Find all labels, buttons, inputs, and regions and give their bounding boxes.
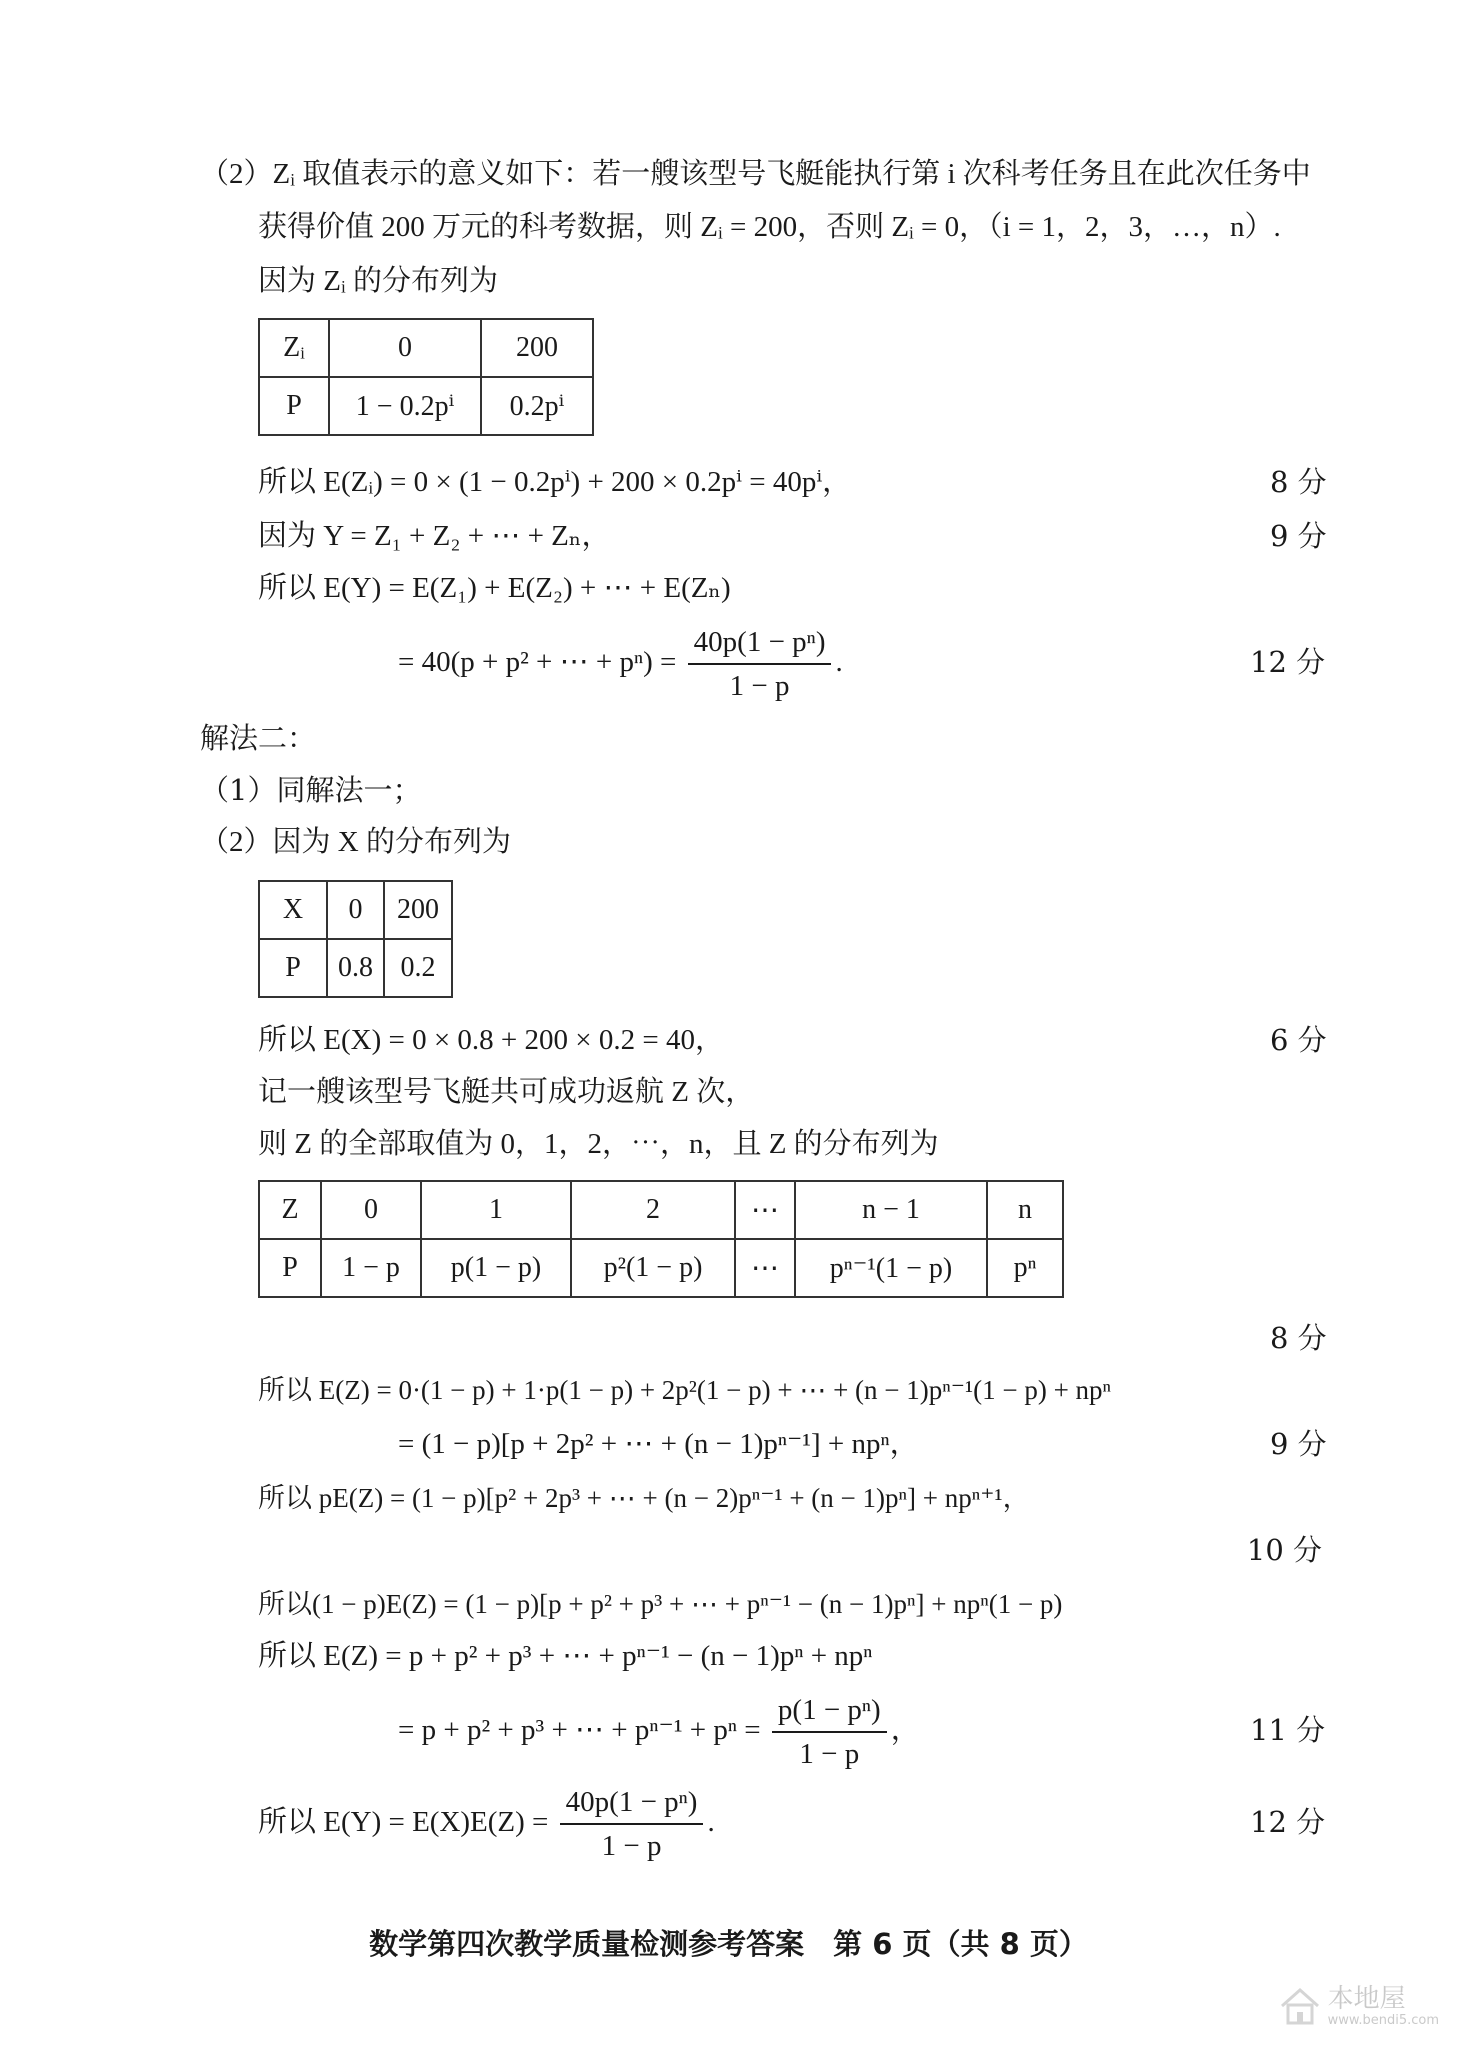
watermark-text: 本地屋 xyxy=(1327,1983,1406,2014)
method2-ey-left: 所以 E(Y) = E(X)E(Z) = xyxy=(258,1806,549,1838)
method2-ez1: 所以 E(Z) = 0·(1 − p) + 1·p(1 − p) + 2p²(1 − p) + ⋯ + (n − 1)pⁿ⁻¹(1 − p) + npⁿ xyxy=(258,1375,1112,1405)
score-mark: 8 分 xyxy=(1270,1321,1327,1355)
fraction-denominator: 1 − p xyxy=(601,1830,662,1863)
fraction-numerator: 40p(1 − pⁿ) xyxy=(688,623,832,665)
score-mark: 10 分 xyxy=(1246,1533,1322,1567)
score-leader-dots xyxy=(648,516,1258,556)
x-table-row-cell: 0.8 xyxy=(327,939,384,997)
zi-table-row-cell: 1 − 0.2pⁱ xyxy=(329,377,481,435)
z-table-row-cell: p²(1 − p) xyxy=(571,1239,735,1297)
m1-eq4: = 40(p + p² + ⋯ + pⁿ) = $\frac{\text{40p(1 − pⁿ)}}{1 - p}$ . xyxy=(398,622,843,705)
fraction-denominator: 1 − p xyxy=(729,670,790,703)
method2-part2: （2）因为 X 的分布列为 xyxy=(200,826,511,858)
fraction-numerator: 40p(1 − pⁿ) xyxy=(560,1783,704,1825)
m1-eq1: 所以 E(Zᵢ) = 0 × (1 − 0.2pⁱ) + 200 × 0.2pⁱ = 40pⁱ， xyxy=(258,466,852,498)
method2-ez3: 所以 E(Z) = p + p² + p³ + ⋯ + pⁿ⁻¹ − (n − 1)pⁿ + npⁿ xyxy=(258,1640,873,1672)
zi-table-header-cell: 0 xyxy=(329,319,481,377)
x-table-row-cell: 0.2 xyxy=(384,939,452,997)
z-table-header-cell: 0 xyxy=(321,1181,421,1239)
z-table-row-cell: ⋯ xyxy=(735,1239,795,1297)
x-table-header-cell: X xyxy=(259,881,327,939)
m1-eq2: 因为 Y = Z₁ + Z₂ + ⋯ + Zₙ， xyxy=(258,520,611,552)
method2-pez: 所以 pE(Z) = (1 − p)[p² + 2p³ + ⋯ + (n − 2)pⁿ⁻¹ + (n − 1)pⁿ] + npⁿ⁺¹， xyxy=(258,1483,1030,1513)
zi-table-row-cell: 0.2pⁱ xyxy=(481,377,593,435)
page-footer: 数学第四次教学质量检测参考答案 第 6 页（共 8 页） xyxy=(369,1927,1088,1961)
score-mark: 8 分 xyxy=(1270,465,1327,499)
zi-table-header-cell: 200 xyxy=(481,319,593,377)
score-leader-dots xyxy=(980,1710,1244,1750)
watermark-url: www.bendi5.com xyxy=(1327,2012,1439,2028)
score-leader-dots xyxy=(790,1020,1258,1060)
z-table-row-cell: p(1 − p) xyxy=(421,1239,571,1297)
method2-ez2: = (1 − p)[p + 2p² + ⋯ + (n − 1)pⁿ⁻¹] + npⁿ， xyxy=(398,1428,919,1460)
z-table-row-cell: pⁿ xyxy=(987,1239,1063,1297)
method2-ez4: = p + p² + p³ + ⋯ + pⁿ⁻¹ + pⁿ = $\frac{\text{p(1 − pⁿ)}}{1 - p}$ ， xyxy=(398,1690,920,1773)
fraction xyxy=(688,623,832,705)
z-table-header-cell: 1 xyxy=(421,1181,571,1239)
zi-table-header-cell: Zᵢ xyxy=(259,319,329,377)
method2-ey: 所以 E(Y) = E(X)E(Z) = $\frac{\text{40p(1 − pⁿ)}}{1 - p}$ . xyxy=(258,1782,715,1865)
x-table-row-cell: P xyxy=(259,939,327,997)
x-table-header-cell: 0 xyxy=(327,881,384,939)
x-distribution-table xyxy=(258,880,453,998)
method2-title: 解法二： xyxy=(200,721,317,755)
m1-line2: 获得价值 200 万元的科考数据，则 Zᵢ = 200，否则 Zᵢ = 0，（i = 1，2，3，…，n）. xyxy=(258,211,1281,243)
z-table-row-cell: pⁿ⁻¹(1 − p) xyxy=(795,1239,987,1297)
score-leader-dots xyxy=(1020,1424,1258,1464)
score-leader-dots xyxy=(800,1802,1240,1842)
z-table-header-cell: n − 1 xyxy=(795,1181,987,1239)
score-leader-dots xyxy=(276,1530,1236,1570)
method2-note1: 记一艘该型号飞艇共可成功返航 Z 次， xyxy=(258,1076,755,1108)
fraction xyxy=(772,1691,887,1773)
score-mark: 9 分 xyxy=(1270,1427,1327,1461)
method2-note2: 则 Z 的全部取值为 0，1，2，⋯，n，且 Z 的分布列为 xyxy=(258,1128,939,1160)
z-distribution-table xyxy=(258,1180,1064,1298)
method2-ez4-left: = p + p² + p³ + ⋯ + pⁿ⁻¹ + pⁿ = xyxy=(398,1714,761,1746)
method2-ex: 所以 E(X) = 0 × 0.8 + 200 × 0.2 = 40， xyxy=(258,1024,724,1056)
z-table-header-cell: Z xyxy=(259,1181,321,1239)
z-table-header-cell: 2 xyxy=(571,1181,735,1239)
method2-diff: 所以(1 − p)E(Z) = (1 − p)[p + p² + p³ + ⋯ + pⁿ⁻¹ − (n − 1)pⁿ] + npⁿ(1 − p) xyxy=(258,1589,1063,1619)
fraction xyxy=(560,1783,704,1865)
z-table-header-cell: ⋯ xyxy=(735,1181,795,1239)
score-mark: 12 分 xyxy=(1250,645,1326,679)
fraction-denominator: 1 − p xyxy=(799,1738,860,1771)
m1-eq4-left: = 40(p + p² + ⋯ + pⁿ) = xyxy=(398,646,677,678)
watermark xyxy=(1278,1984,1439,2028)
score-mark: 12 分 xyxy=(1250,1805,1326,1839)
z-table-header-cell: n xyxy=(987,1181,1063,1239)
m1-line1: （2）Zᵢ 取值表示的意义如下：若一艘该型号飞艇能执行第 i 次科考任务且在此次任务中 xyxy=(200,158,1311,190)
m1-eq3: 所以 E(Y) = E(Z₁) + E(Z₂) + ⋯ + E(Zₙ) xyxy=(258,572,731,604)
score-leader-dots xyxy=(925,642,1241,682)
z-table-row-cell: 1 − p xyxy=(321,1239,421,1297)
house-logo-icon xyxy=(1278,1984,1322,2028)
score-leader-dots xyxy=(258,1318,1258,1358)
zi-table-row-cell: P xyxy=(259,377,329,435)
score-mark: 11 分 xyxy=(1250,1713,1326,1747)
method2-part1: （1）同解法一； xyxy=(200,773,422,807)
score-mark: 6 分 xyxy=(1270,1023,1327,1057)
x-table-header-cell: 200 xyxy=(384,881,452,939)
fraction-numerator: p(1 − pⁿ) xyxy=(772,1691,887,1733)
score-leader-dots xyxy=(970,462,1258,502)
zi-distribution-table xyxy=(258,318,594,436)
score-mark: 9 分 xyxy=(1270,519,1327,553)
m1-line3: 因为 Zᵢ 的分布列为 xyxy=(258,265,498,297)
z-table-row-cell: P xyxy=(259,1239,321,1297)
